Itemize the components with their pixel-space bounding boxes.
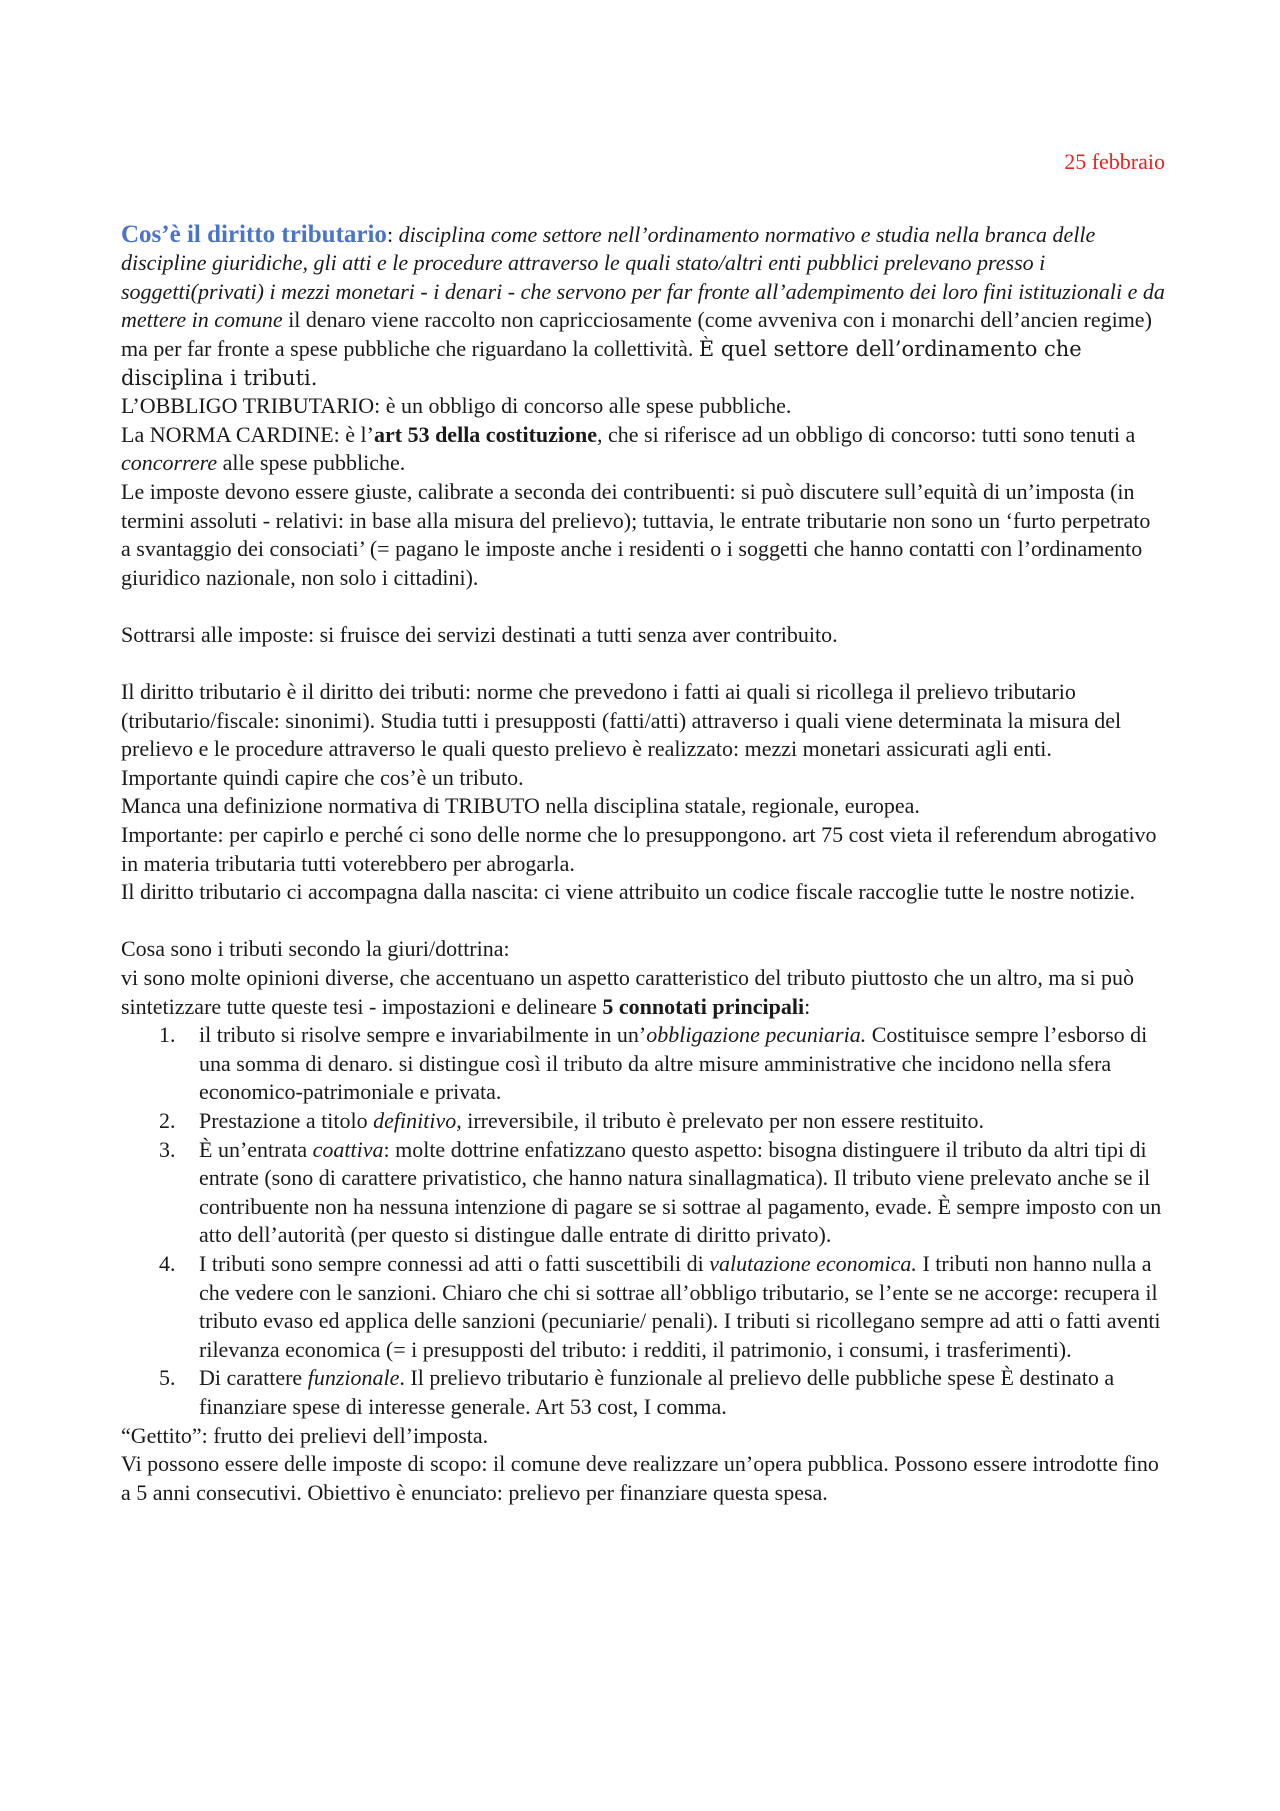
- norma-paragraph: La NORMA CARDINE: è l’art 53 della costituzione, che si riferisce ad un obbligo di concorso: tutti sono tenuti a concorrere alle spese pubbliche.: [121, 421, 1136, 476]
- list-item: 5. Di carattere funzionale. Il prelievo tributario è funzionale al prelievo delle pubbliche spese È destinato a finanziare spese di interesse generale. Art 53 cost, I comma.: [159, 1365, 1115, 1419]
- section-title: Cos’è il diritto tributario: [121, 220, 387, 248]
- date-label: 25 febbraio: [1064, 149, 1165, 174]
- importante-paragraph: Importante quindi capire che cos’è un tributo.: [121, 764, 524, 790]
- list-item: 2. Prestazione a titolo definitivo, irreversibile, il tributo è prelevato per non essere restituito.: [159, 1108, 985, 1133]
- document-page: [121, 148, 1165, 1507]
- intro-paragraph: Cos’è il diritto tributario: disciplina come settore nell’ordinamento normativo e studia nella branca delle discipline giuridiche, gli atti e le procedure attraverso le quali stato/altri enti pubblici prelevano presso i soggetti(privati) i mezzi monetari - i denari - che servono per far fronte all’adempimento dei loro fini istituzionali e da mettere in comune il denaro viene raccolto non capricciosamente (come avveniva con i monarchi dell’ancien regime) ma per far fronte a spese pubbliche che riguardano la collettività. È quel settore dell’ordinamento che disciplina i tributi.: [121, 220, 1165, 390]
- referendum-paragraph: Importante: per capirlo e perché ci sono delle norme che lo presuppongono. art 75 cost vieta il referendum abrogativo in materia tributaria tutti voterebbero per abrogarla.: [121, 822, 1157, 876]
- cosa-sono-heading: Cosa sono i tributi secondo la giuri/dottrina:: [121, 936, 510, 962]
- obbligo-paragraph: L’OBBLIGO TRIBUTARIO: è un obbligo di concorso alle spese pubbliche.: [121, 393, 792, 419]
- imposte-scopo-paragraph: Vi possono essere delle imposte di scopo: il comune deve realizzare un’opera pubblica. Possono essere introdotte fino a 5 anni consecutivi. Obiettivo è enunciato: prelievo per finanziare questa spesa.: [121, 1451, 1159, 1505]
- gettito-paragraph: “Gettito”: frutto dei prelievi dell’imposta.: [121, 1422, 489, 1448]
- diritto-paragraph: Il diritto tributario è il diritto dei tributi: norme che prevedono i fatti ai quali si ricollega il prelievo tributario (tributario/fiscale: sinonimi). Studia tutti i presupposti (fatti/atti) attraverso i quali viene determinata la misura del prelievo e le procedure attraverso le quali questo prelievo è realizzato: mezzi monetari assicurati agli enti.: [121, 679, 1122, 762]
- list-item: 4. I tributi sono sempre connessi ad atti o fatti suscettibili di valutazione economica. I tributi non hanno nulla a che vedere con le sanzioni. Chiaro che chi si sottrae all’obbligo tributario, se l’ente se ne accorge: recupera il tributo evaso ed applica delle sanzioni (pecuniarie/ penali). I tributi si ricollegano sempre ad atti o fatti aventi rilevanza economica (= i presupposti del tributo: i redditi, il patrimonio, i consumi, i trasferimenti).: [159, 1250, 1161, 1362]
- imposte-paragraph: Le imposte devono essere giuste, calibrate a seconda dei contribuenti: si può discutere sull’equità di un’imposta (in termini assoluti - relativi: in base alla misura del prelievo); tuttavia, le entrate tributarie non sono un ‘furto perpetrato a svantaggio dei consociati’ (= pagano le imposte anche i residenti o i soggetti che hanno contatti con l’ordinamento giuridico nazionale, non solo i cittadini).: [121, 478, 1151, 590]
- connotati-list: [121, 1021, 1165, 1421]
- manca-paragraph: Manca una definizione normativa di TRIBUTO nella disciplina statale, regionale, europea.: [121, 793, 920, 819]
- list-item: 3. È un’entrata coattiva: molte dottrine enfatizzano questo aspetto: bisogna distinguere il tributo da altri tipi di entrate (sono di carattere privatistico, che hanno natura sinallagmatica). Il tributo viene prelevato anche se il contribuente non ha nessuna intenzione di pagare se si sottrae al pagamento, evade. È sempre imposto con un atto dell’autorità (per questo si distingue dalle entrate di diritto privato).: [159, 1136, 1162, 1248]
- sottrarsi-paragraph: Sottrarsi alle imposte: si fruisce dei servizi destinati a tutti senza aver contribuito.: [121, 621, 838, 647]
- codice-fiscale-paragraph: Il diritto tributario ci accompagna dalla nascita: ci viene attribuito un codice fiscale raccoglie tutte le nostre notizie.: [121, 879, 1136, 905]
- definition-italic: disciplina come settore nell’ordinamento normativo e studia nella branca delle discipline giuridiche, gli atti e le procedure attraverso le quali stato/altri enti pubblici prelevano presso i soggetti(privati) i mezzi monetari - i denari - che servono per far fronte all’adempimento dei loro fini istituzionali e da mettere in comune: [121, 221, 1165, 333]
- connotati-intro: vi sono molte opinioni diverse, che accentuano un aspetto caratteristico del tributo piuttosto che un altro, ma si può sintetizzare tutte queste tesi - impostazioni e delineare 5 connotati principali:: [121, 965, 1134, 1019]
- list-item: 1. il tributo si risolve sempre e invariabilmente in un’obbligazione pecuniaria. Costituisce sempre l’esborso di una somma di denaro. si distingue così il tributo da altre misure amministrative che incidono nella sfera economico-patrimoniale e privata.: [159, 1022, 1148, 1105]
